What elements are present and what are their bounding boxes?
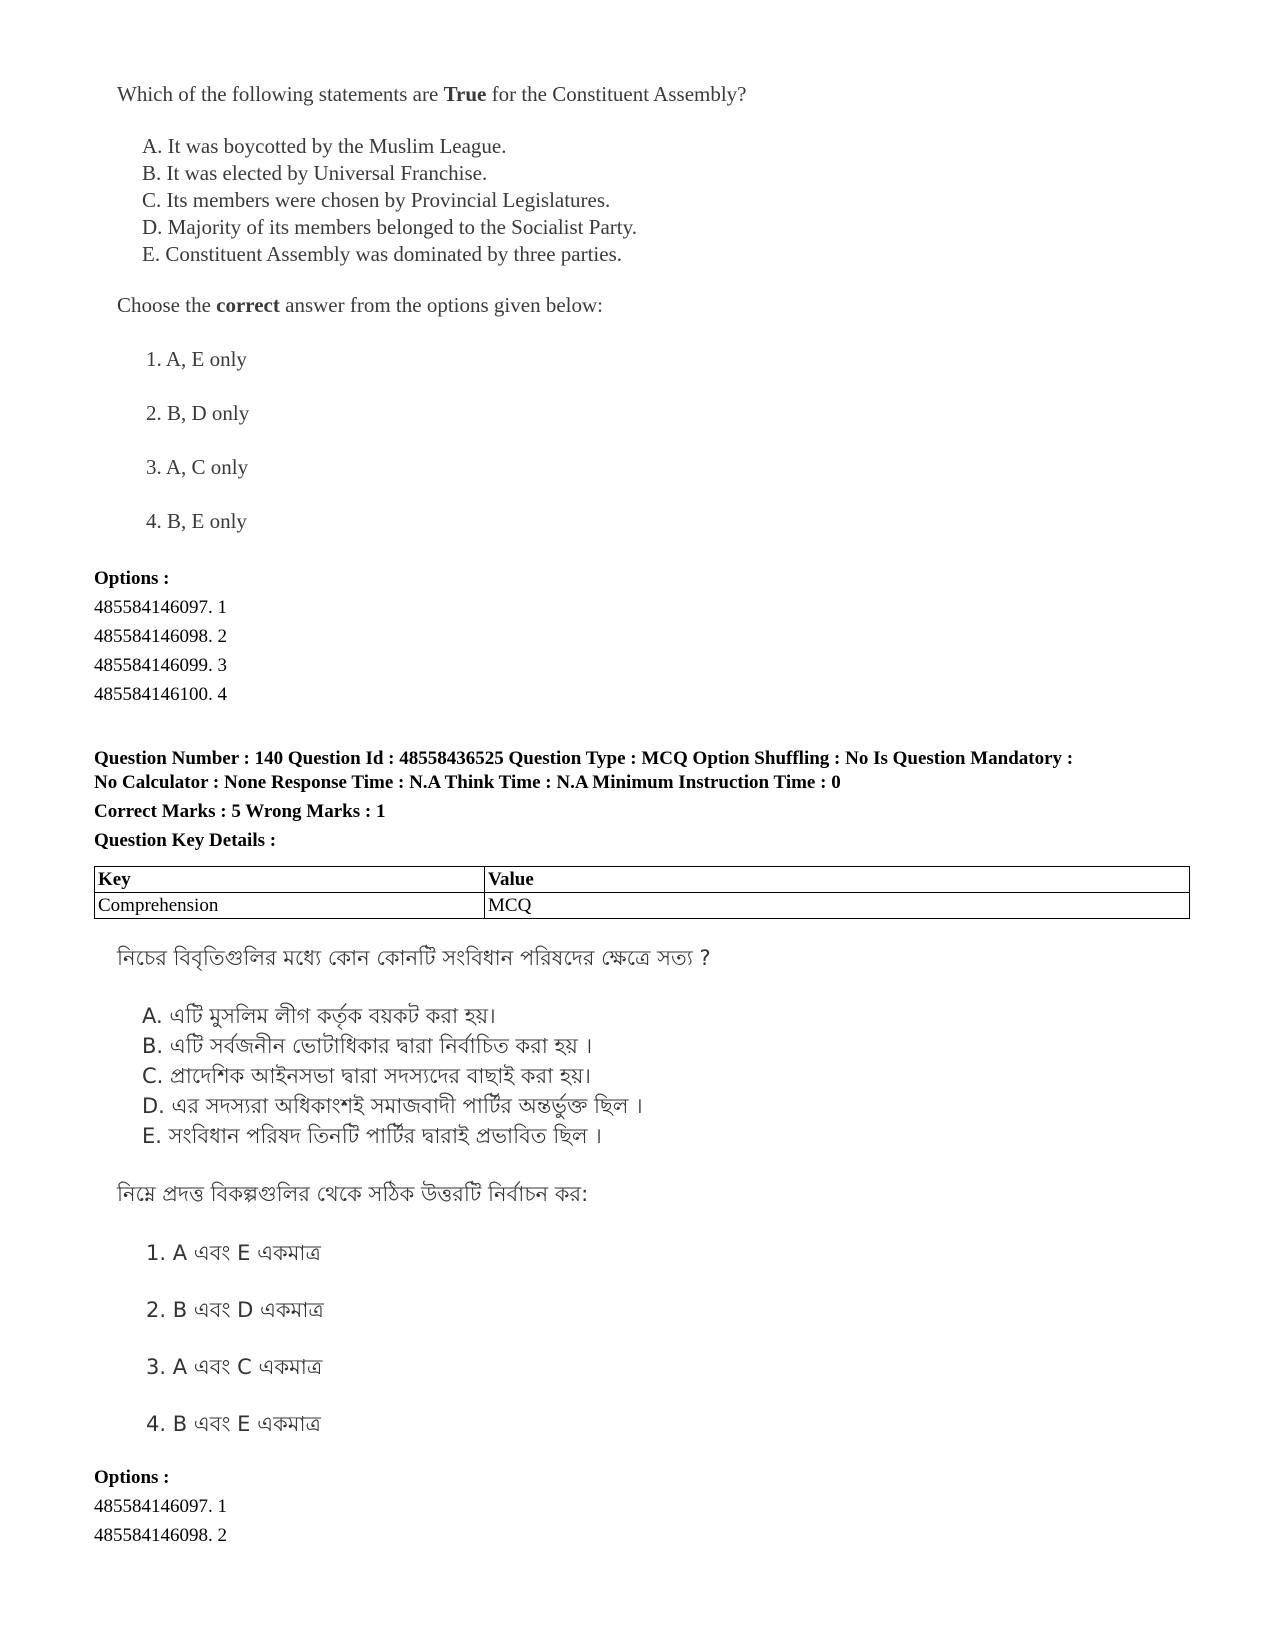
table-cell-value: MCQ (485, 893, 1190, 919)
choose-instruction: Choose the correct answer from the options given below: (117, 293, 603, 317)
table-header-key: Key (95, 867, 485, 893)
statement-b: B. It was elected by Universal Franchise. (142, 161, 488, 185)
option-id: 485584146100. 4 (94, 684, 227, 705)
option-id: 485584146098. 2 (94, 626, 227, 647)
statement-d: D. Majority of its members belonged to the Socialist Party. (142, 215, 637, 239)
options-label: Options : (94, 568, 170, 589)
question-2-stem: নিচের বিবৃতিগুলির মধ্যে কোন কোনটি সংবিধান পরিষদের ক্ষেত্রে সত্য ? (117, 946, 711, 970)
statement-e-bn: E. সংবিধান পরিষদ তিনটি পার্টির দ্বারাই প্রভাবিত ছিল । (142, 1124, 602, 1148)
statement-d-bn: D. এর সদস্যরা অধিকাংশই সমাজবাদী পার্টির অন্তর্ভুক্ত ছিল । (142, 1094, 643, 1118)
question-key-details-label: Question Key Details : (94, 830, 277, 851)
question-marks: Correct Marks : 5 Wrong Marks : 1 (94, 801, 386, 822)
option-id: 485584146097. 1 (94, 597, 227, 618)
choice-4: 4. B, E only (146, 509, 247, 533)
option-id: 485584146099. 3 (94, 655, 227, 676)
key-details-table (94, 866, 1190, 919)
statement-c: C. Its members were chosen by Provincial Legislatures. (142, 188, 611, 212)
choice-1: 1. A, E only (146, 347, 247, 371)
table-cell-key: Comprehension (95, 893, 485, 919)
statement-e: E. Constituent Assembly was dominated by three parties. (142, 242, 623, 266)
option-id: 485584146098. 2 (94, 1525, 227, 1546)
table-header-value: Value (485, 867, 1190, 893)
statement-a-bn: A. এটি মুসলিম লীগ কর্তৃক বয়কট করা হয়। (142, 1004, 496, 1028)
statement-c-bn: C. প্রাদেশিক আইনসভা দ্বারা সদস্যদের বাছাই করা হয়। (142, 1064, 591, 1088)
choice-1-bn: 1. A এবং E একমাত্র (146, 1241, 321, 1265)
option-id: 485584146097. 1 (94, 1496, 227, 1517)
choice-4-bn: 4. B এবং E একমাত্র (146, 1412, 321, 1436)
choice-3: 3. A, C only (146, 455, 249, 479)
choose-instruction-bn: নিম্নে প্রদত্ত বিকল্পগুলির থেকে সঠিক উত্তরটি নির্বাচন কর: (117, 1182, 589, 1206)
choice-2-bn: 2. B এবং D একমাত্র (146, 1298, 324, 1322)
table-header-row (95, 867, 1190, 893)
statement-b-bn: B. এটি সর্বজনীন ভোটাধিকার দ্বারা নির্বাচিত করা হয় । (142, 1034, 593, 1058)
table-row (95, 893, 1190, 919)
question-meta-line-1: Question Number : 140 Question Id : 48558436525 Question Type : MCQ Option Shuffling : No Is Question Mandatory : (94, 748, 1074, 769)
choice-2: 2. B, D only (146, 401, 250, 425)
statement-a: A. It was boycotted by the Muslim League. (142, 134, 507, 158)
question-1-stem: Which of the following statements are True for the Constituent Assembly? (117, 82, 747, 106)
choice-3-bn: 3. A এবং C একমাত্র (146, 1355, 323, 1379)
question-meta-line-2: No Calculator : None Response Time : N.A Think Time : N.A Minimum Instruction Time : 0 (94, 772, 841, 793)
options-label: Options : (94, 1467, 170, 1488)
